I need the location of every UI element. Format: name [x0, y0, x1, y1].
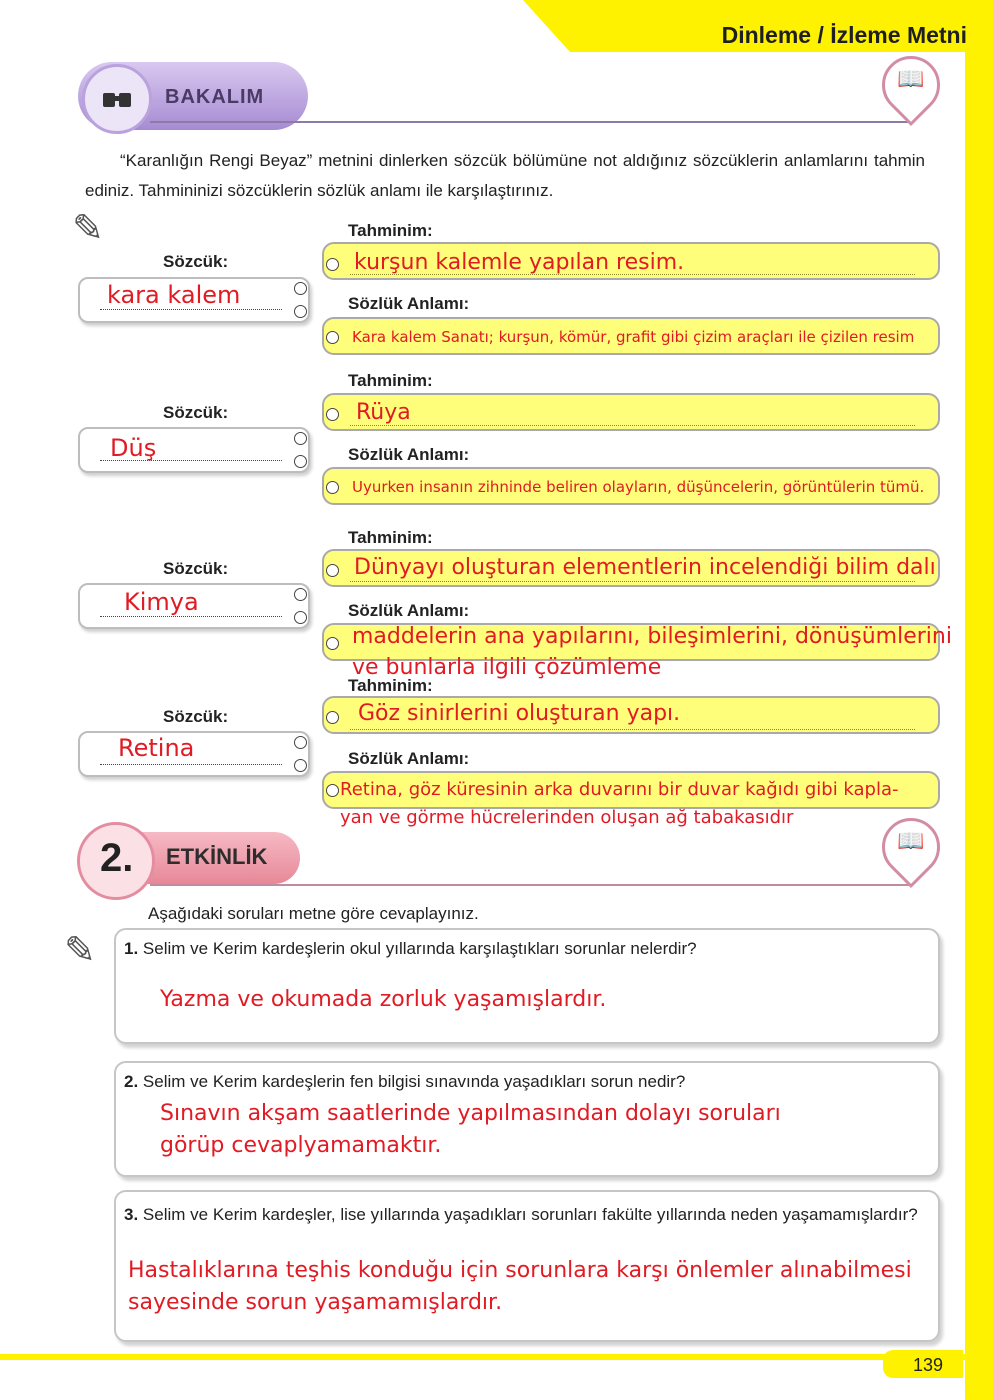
word-answer[interactable]: Retina: [118, 734, 195, 762]
ring-icon: [326, 564, 339, 577]
guess-label: Tahminim:: [348, 221, 433, 240]
ring-icon: [294, 611, 307, 624]
ring-icon: [326, 481, 339, 494]
ring-icon: [326, 331, 339, 344]
intro-text: “Karanlığın Rengi Beyaz” metnini dinlerken sözcük bölümüne not aldığınız sözcüklerin anlamlarını tahmin ediniz. Tahmininizi sözcüklerin sözlük anlamı ile karşılaştırınız.: [85, 151, 925, 200]
meaning-answer-line2[interactable]: yan ve görme hücrelerinden oluşan ağ tabakasıdır: [340, 807, 794, 828]
section1-banner-icon-circle: [82, 64, 152, 134]
question-body: Selim ve Kerim kardeşlerin okul yıllarında karşılaştıkları sorunlar nelerdir?: [142, 939, 697, 958]
word-answer[interactable]: Düş: [110, 434, 157, 462]
guess-answer[interactable]: Rüya: [356, 400, 411, 425]
ring-icon: [326, 711, 339, 724]
ring-icon: [326, 784, 339, 797]
question-answer-line2[interactable]: görüp cevaplyamamaktır.: [160, 1133, 442, 1158]
ring-icon: [294, 432, 307, 445]
question-body: Selim ve Kerim kardeşlerin fen bilgisi sınavında yaşadıkları sorun nedir?: [142, 1072, 686, 1091]
instruction-text: Aşağıdaki soruları metne göre cevaplayınız.: [148, 904, 479, 923]
question-text: [124, 934, 924, 964]
section2-title: ETKİNLİK: [166, 844, 268, 869]
question-answer[interactable]: Yazma ve okumada zorluk yaşamışlardır.: [160, 987, 607, 1012]
meaning-answer-line2[interactable]: ve bunlarla ilgili çözümleme: [352, 655, 662, 680]
ring-icon: [326, 258, 339, 271]
question-number: 2.: [124, 1072, 139, 1091]
yellow-side-strip: [965, 0, 993, 1400]
question-answer-line1[interactable]: Sınavın akşam saatlerinde yapılmasından dolayı soruları: [160, 1101, 781, 1126]
book-icon: 📖: [897, 66, 925, 91]
question-answer-line1[interactable]: Hastalıklarına teşhis konduğu için sorunlara karşı önlemler alınabilmesi: [128, 1258, 912, 1283]
meaning-answer-line1[interactable]: Retina, göz küresinin arka duvarını bir duvar kağıdı gibi kapla-: [340, 779, 899, 800]
meaning-label: Sözlük Anlamı:: [348, 294, 470, 313]
meaning-answer[interactable]: Uyurken insanın zihninde beliren olayların, düşüncelerin, görüntülerin tümü.: [352, 478, 925, 496]
word-answer[interactable]: kara kalem: [107, 281, 241, 309]
word-label: Sözcük:: [163, 707, 229, 726]
question-body: Selim ve Kerim kardeşler, lise yıllarında yaşadıkları sorunları fakülte yıllarında neden yaşamamışlardır?: [142, 1205, 918, 1224]
word-label: Sözcük:: [163, 559, 229, 578]
pencil-icon: ✎: [72, 208, 104, 250]
word-label: Sözcük:: [163, 403, 229, 422]
guess-answer[interactable]: Dünyayı oluşturan elementlerin incelendiği bilim dalı: [354, 555, 936, 580]
ring-icon: [294, 455, 307, 468]
question-text: [124, 1200, 924, 1230]
guess-answer[interactable]: kurşun kalemle yapılan resim.: [354, 250, 685, 275]
book-icon: 📖: [897, 828, 925, 853]
question-answer-line2[interactable]: sayesinde sorun yaşamamışlardır.: [128, 1290, 503, 1315]
meaning-answer-line1[interactable]: maddelerin ana yapılarını, bileşimlerini, dönüşümlerini: [352, 624, 952, 649]
guess-label: Tahminim:: [348, 676, 433, 695]
guess-answer[interactable]: Göz sinirlerini oluşturan yapı.: [358, 701, 681, 726]
meaning-label: Sözlük Anlamı:: [348, 445, 470, 464]
ring-icon: [326, 637, 339, 650]
ring-icon: [294, 588, 307, 601]
word-dotted-line: [100, 764, 282, 765]
section1-banner-label: BAKALIM: [165, 86, 265, 108]
question-number: 3.: [124, 1205, 139, 1224]
guess-label: Tahminim:: [348, 371, 433, 390]
binoculars-icon: [85, 67, 149, 131]
page-header-title: Dinleme / İzleme Metni: [721, 22, 967, 48]
question-text: [124, 1067, 924, 1097]
yellow-footer-line: [0, 1354, 993, 1360]
word-dotted-line: [100, 309, 282, 310]
pencil-icon: ✎: [64, 930, 96, 972]
ring-icon: [294, 305, 307, 318]
ring-icon: [294, 736, 307, 749]
section2-number: 2.: [100, 836, 134, 880]
word-label: Sözcük:: [163, 252, 229, 271]
ring-icon: [294, 759, 307, 772]
guess-label: Tahminim:: [348, 528, 433, 547]
meaning-label: Sözlük Anlamı:: [348, 601, 470, 620]
meaning-label: Sözlük Anlamı:: [348, 749, 470, 768]
meaning-answer[interactable]: Kara kalem Sanatı; kurşun, kömür, grafit gibi çizim araçları ile çizilen resim: [352, 328, 915, 346]
page-number: 139: [912, 1355, 943, 1375]
question-number: 1.: [124, 939, 139, 958]
section1-divider: [150, 121, 910, 123]
ring-icon: [326, 408, 339, 421]
word-answer[interactable]: Kimya: [124, 588, 199, 616]
guess-dotted-line: [350, 581, 915, 582]
ring-icon: [294, 282, 307, 295]
guess-dotted-line: [350, 729, 915, 730]
word-dotted-line: [100, 616, 282, 617]
guess-dotted-line: [350, 425, 915, 426]
section2-divider: [150, 884, 910, 886]
